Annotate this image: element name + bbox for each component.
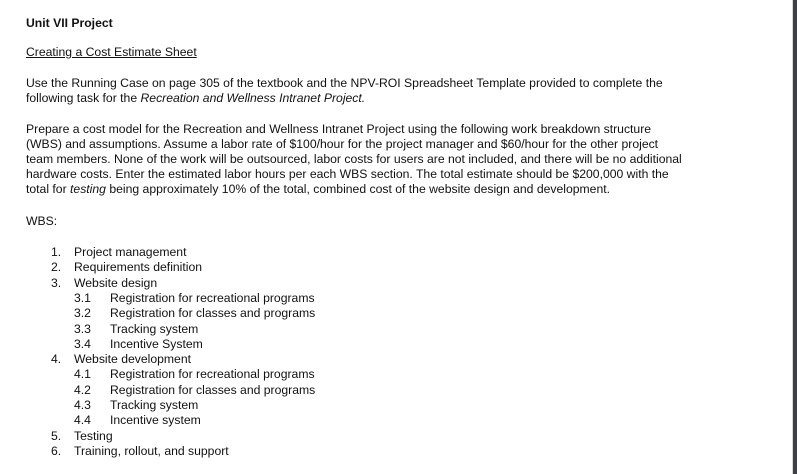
intro-paragraph: [26, 76, 663, 106]
document-title: Unit VII Project: [26, 16, 113, 30]
wbs-item-number: 6.: [51, 443, 62, 458]
wbs-item-label: Registration for classes and programs: [110, 306, 316, 321]
document-subtitle: Creating a Cost Estimate Sheet: [26, 45, 197, 59]
wbs-item-label: Registration for classes and programs: [110, 382, 316, 397]
project-name: Recreation and Wellness Intranet Project.: [140, 91, 366, 105]
wbs-item-label: Project management: [74, 245, 187, 259]
wbs-item-label: Website design: [74, 275, 158, 290]
wbs-item-number: 4.4: [74, 413, 91, 428]
wbs-item-number: 4.1: [74, 367, 91, 382]
instructions-line-3: team members. None of the work will be outsourced, labor costs for users are not included, and there will be no additional: [26, 152, 682, 166]
instructions-line-2: (WBS) and assumptions. Assume a labor rate of $100/hour for the project manager and $60/hour for the other project: [26, 137, 659, 151]
wbs-item-number: 4.2: [74, 382, 91, 397]
wbs-item-label: Website development: [74, 352, 191, 367]
instructions-line-5-suffix: being approximately 10% of the total, combined cost of the website design and development.: [105, 182, 611, 196]
viewer-scrollbar-edge: [793, 0, 797, 474]
wbs-item-label: Tracking system: [110, 321, 199, 336]
wbs-item-number: 2.: [51, 260, 62, 275]
instructions-line-5: [26, 182, 682, 197]
intro-line-1: Use the Running Case on page 305 of the textbook and the NPV-ROI Spreadsheet Template provided to complete the: [26, 76, 663, 90]
instructions-line-1: Prepare a cost model for the Recreation and Wellness Intranet Project using the following work breakdown structure: [26, 122, 652, 136]
instructions-line-5-prefix: total for: [26, 182, 71, 196]
wbs-item-label: Incentive System: [110, 336, 203, 351]
wbs-item-label: Training, rollout, and support: [74, 443, 229, 458]
instructions-line-4: hardware costs. Enter the estimated labor hours per each WBS section. The total estimate should be $200,000 with the: [26, 167, 669, 181]
wbs-item-label: Incentive system: [110, 413, 201, 428]
wbs-item-label: Registration for recreational programs: [110, 290, 315, 305]
wbs-item-number: 3.: [51, 275, 62, 290]
wbs-item-number: 1.: [51, 245, 62, 259]
wbs-heading: WBS:: [26, 214, 58, 228]
wbs-item-number: 3.2: [74, 306, 91, 321]
wbs-item-number: 4.3: [74, 398, 91, 412]
wbs-item-label: Registration for recreational programs: [110, 367, 315, 382]
instructions-paragraph: [26, 122, 682, 197]
wbs-item-label: Tracking system: [110, 398, 199, 412]
wbs-item-number: 4.: [51, 352, 62, 367]
wbs-item-number: 3.4: [74, 336, 91, 351]
testing-emphasis: testing: [70, 182, 106, 196]
intro-line-2-prefix: following task for the: [26, 91, 141, 105]
wbs-item-number: 3.1: [74, 290, 91, 305]
intro-line-2: [26, 91, 663, 106]
wbs-item-number: 3.3: [74, 321, 91, 336]
wbs-item-label: Testing: [74, 428, 113, 443]
wbs-item-label: Requirements definition: [74, 260, 203, 275]
wbs-item-number: 5.: [51, 428, 62, 443]
